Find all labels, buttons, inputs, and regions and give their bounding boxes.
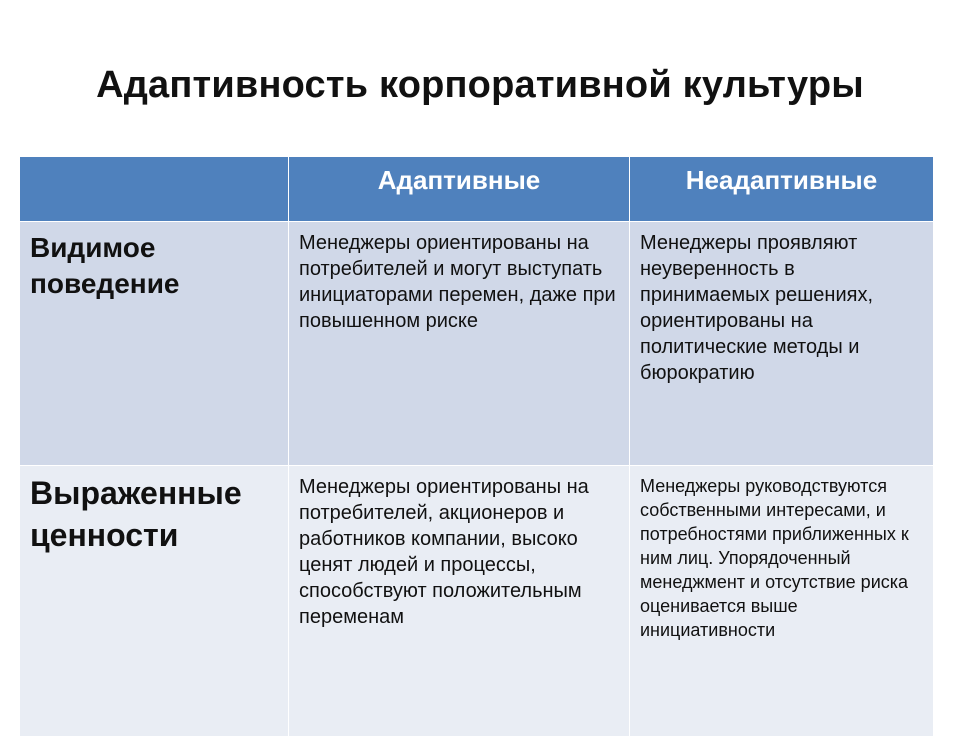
row-label-visible-behavior: Видимое поведение bbox=[20, 222, 289, 466]
slide-title: Адаптивность корпоративной культуры bbox=[96, 64, 864, 106]
header-adaptive: Адаптивные bbox=[289, 157, 630, 222]
row-label-expressed-values: Выраженные ценности bbox=[20, 466, 289, 737]
table-row bbox=[20, 222, 934, 466]
comparison-table bbox=[19, 156, 934, 737]
cell-adaptive-values: Менеджеры ориентированы на потребителей, акционеров и работников компании, высоко ценят людей и процессы, способствуют положительным переменам bbox=[289, 466, 630, 737]
cell-nonadaptive-values: Менеджеры руководствуются собственными интересами, и потребностями приближенных к ним лиц. Упорядоченный менеджмент и отсутствие риска оценивается выше инициативности bbox=[630, 466, 934, 737]
table-header-row bbox=[20, 157, 934, 222]
header-nonadaptive: Неадаптивные bbox=[630, 157, 934, 222]
cell-adaptive-behavior: Менеджеры ориентированы на потребителей и могут выступать инициаторами перемен, даже при повышенном риске bbox=[289, 222, 630, 466]
header-empty-cell bbox=[20, 157, 289, 222]
table-row bbox=[20, 466, 934, 737]
cell-nonadaptive-behavior: Менеджеры проявляют неуверенность в принимаемых решениях, ориентированы на политические методы и бюрократию bbox=[630, 222, 934, 466]
